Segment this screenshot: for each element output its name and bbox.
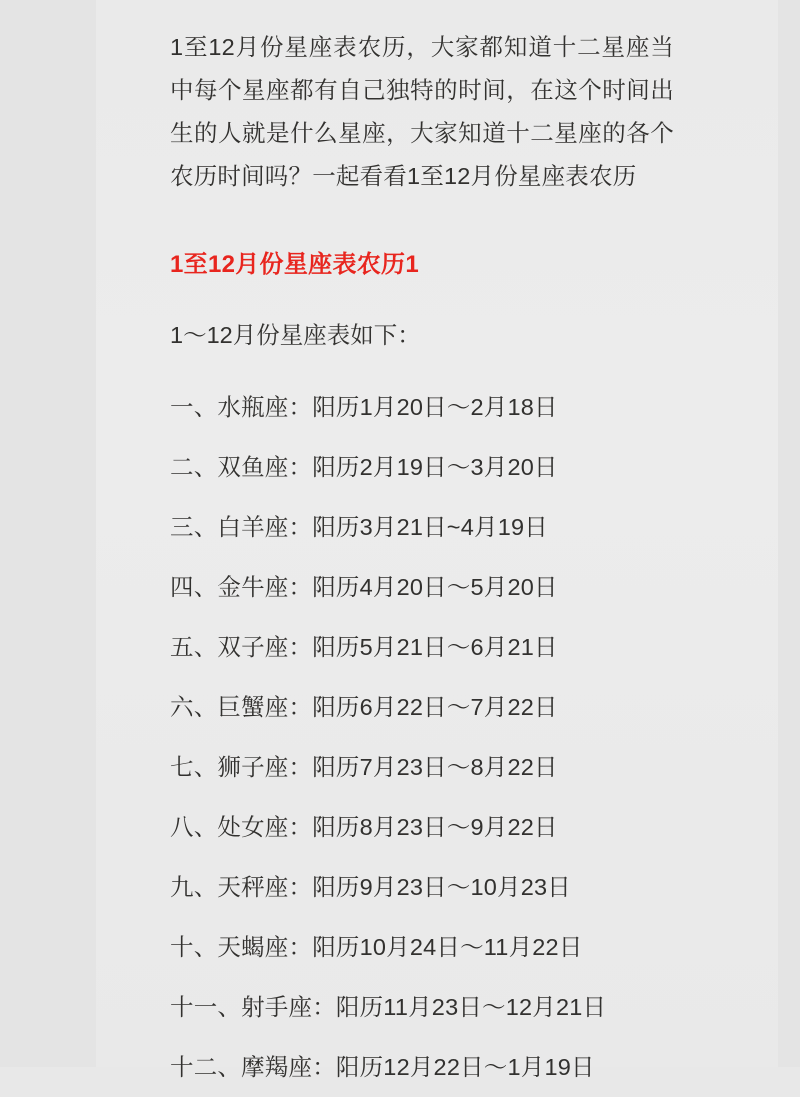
list-item: [170, 797, 674, 857]
zodiac-range: 阳历8月23日～9月22日: [312, 814, 558, 840]
zodiac-name: 二、双鱼座：: [170, 454, 313, 480]
zodiac-name: 十、天蝎座：: [170, 934, 313, 960]
zodiac-range: 阳历9月23日～10月23日: [312, 874, 571, 900]
list-item: [170, 917, 674, 977]
zodiac-range: 阳历3月21日~4月19日: [312, 514, 548, 540]
zodiac-list: [170, 377, 674, 1097]
zodiac-name: 十二、摩羯座：: [170, 1054, 336, 1080]
zodiac-range: 阳历10月24日～11月22日: [312, 934, 583, 960]
zodiac-name: 六、巨蟹座：: [170, 694, 313, 720]
zodiac-name: 八、处女座：: [170, 814, 313, 840]
zodiac-range: 阳历5月21日～6月21日: [312, 634, 558, 660]
list-item: [170, 737, 674, 797]
list-item: [170, 437, 674, 497]
list-item: [170, 377, 674, 437]
zodiac-name: 七、狮子座：: [170, 754, 313, 780]
zodiac-range: 阳历6月22日～7月22日: [312, 694, 558, 720]
list-item: [170, 497, 674, 557]
list-item: [170, 677, 674, 737]
zodiac-name: 十一、射手座：: [170, 994, 336, 1020]
list-item: [170, 1037, 674, 1097]
zodiac-name: 一、水瓶座：: [170, 394, 313, 420]
zodiac-range: 阳历4月20日～5月20日: [312, 574, 558, 600]
zodiac-name: 九、天秤座：: [170, 874, 313, 900]
zodiac-range: 阳历12月22日～1月19日: [335, 1054, 595, 1080]
zodiac-range: 阳历2月19日～3月20日: [312, 454, 558, 480]
zodiac-range: 阳历7月23日～8月22日: [312, 754, 558, 780]
zodiac-name: 四、金牛座：: [170, 574, 313, 600]
list-item: [170, 977, 674, 1037]
zodiac-name: 五、双子座：: [170, 634, 313, 660]
zodiac-range: 阳历1月20日～2月18日: [312, 394, 558, 420]
list-item: [170, 617, 674, 677]
article-intro: 1至12月份星座表农历，大家都知道十二星座当中每个星座都有自己独特的时间，在这个时间出生的人就是什么星座，大家知道十二星座的各个农历时间吗？一起看看1至12月份星座表农历: [170, 34, 674, 189]
section-heading: 1至12月份星座表农历1: [170, 251, 419, 278]
zodiac-name: 三、白羊座：: [170, 514, 313, 540]
list-item: [170, 857, 674, 917]
list-caption: 1～12月份星座表如下：: [170, 322, 421, 348]
zodiac-range: 阳历11月23日～12月21日: [335, 994, 607, 1020]
list-item: [170, 557, 674, 617]
